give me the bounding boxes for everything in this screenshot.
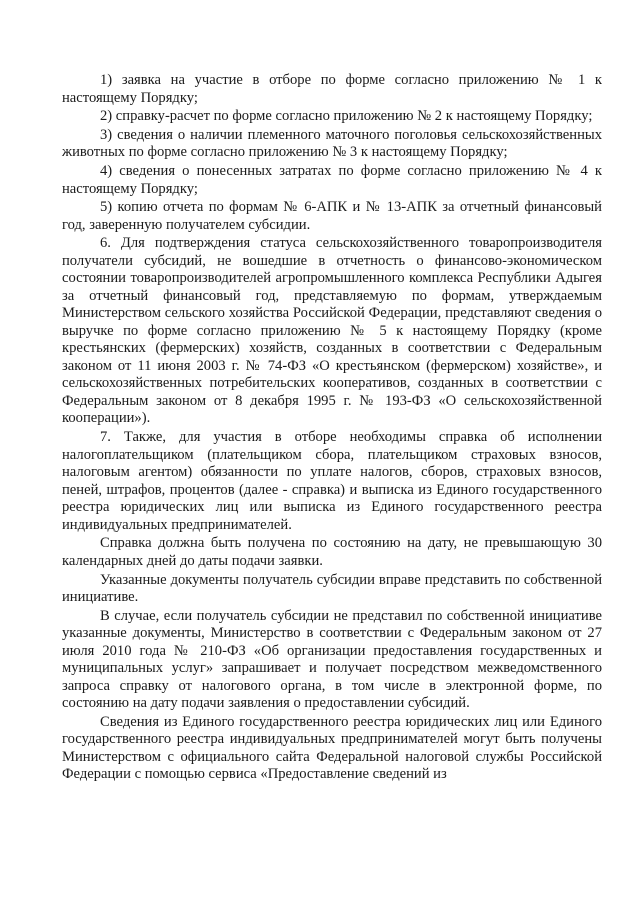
paragraph-section-7: 7. Также, для участия в отборе необходимы справка об исполнении налогоплательщиком (плательщиком сбора, плательщиком страховых взносов, налоговым агентом) обязанности по уплате налогов, сборов, страховых взносов, пеней, штрафов, процентов (далее - справка) и выписка из Единого государственного реестра юридических лиц или выписка из Единого государственного реестра индивидуальных предпринимателей.	[62, 429, 602, 533]
paragraph-section-6: 6. Для подтверждения статуса сельскохозяйственного товаропроизводителя получатели субсидий, не вошедшие в отчетность о финансово-экономическом состоянии товаропроизводителей агропромышленного комплекса Республики Адыгея за отчетный финансовый год, представляемую по формам, утверждаемым Министерством сельского хозяйства Российской Федерации, представляют сведения о выручке по форме согласно приложению № 5 к настоящему Порядку (кроме крестьянских (фермерских) хозяйств, созданных в соответствии с Федеральным законом от 11 июня 2003 г. № 74-ФЗ «О крестьянском (фермерском) хозяйстве», и сельскохозяйственных потребительских кооперативов, созданных в соответствии с Федеральным законом от 8 декабря 1995 г. № 193-ФЗ «О сельскохозяйственной кооперации»).	[62, 235, 602, 427]
paragraph-item-2: 2) справку-расчет по форме согласно приложению № 2 к настоящему Порядку;	[100, 108, 593, 125]
paragraph-item-5: 5) копию отчета по формам № 6-АПК и № 13-АПК за отчетный финансовый год, заверенную получателем субсидии.	[62, 199, 602, 233]
paragraph-item-3: 3) сведения о наличии племенного маточного поголовья сельскохозяйственных животных по форме согласно приложению № 3 к настоящему Порядку;	[62, 126, 602, 161]
paragraph-item-4: 4) сведения о понесенных затратах по форме согласно приложению № 4 к настоящему Порядку;	[62, 163, 602, 197]
paragraph-item-1: 1) заявка на участие в отборе по форме согласно приложению № 1 к настоящему Порядку;	[62, 72, 602, 106]
paragraph-own-initiative: Указанные документы получатель субсидии вправе представить по собственной инициативе.	[62, 571, 602, 605]
paragraph-interagency-request: В случае, если получатель субсидии не представил по собственной инициативе указанные документы, Министерство в соответствии с Федеральным законом от 27 июля 2010 года № 210-ФЗ «Об организации предоставления государственных и муниципальных услуг» запрашивает и получает посредством межведомственного запроса справку от налогового органа, в том числе в электронной форме, по состоянию на дату подачи заявления о предоставлении субсидий.	[62, 607, 602, 712]
document-page	[62, 72, 602, 785]
paragraph-registry-info: Сведения из Единого государственного реестра юридических лиц или Единого государственного реестра индивидуальных предпринимателей могут быть получены Министерством с официального сайта Федеральной налоговой службы Российской Федерации с помощью сервиса «Предоставление сведений из	[62, 713, 602, 783]
paragraph-certificate-deadline: Справка должна быть получена по состоянию на дату, не превышающую 30 календарных дней до даты подачи заявки.	[62, 535, 602, 569]
